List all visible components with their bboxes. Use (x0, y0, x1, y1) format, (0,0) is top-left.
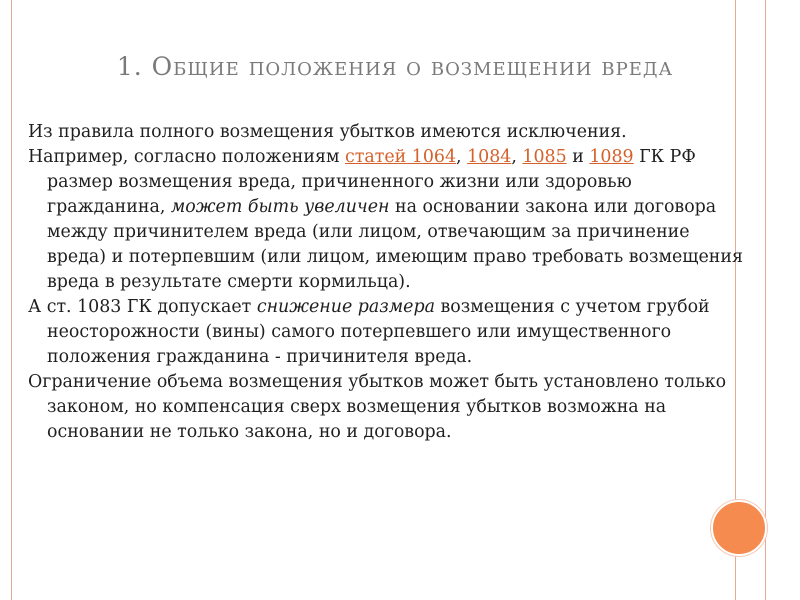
slide-body (28, 120, 753, 445)
paragraph-reduction: А ст. 1083 ГК допускает снижение размера возмещения с учетом грубой неосторожности (вины) самого потерпевшего или имущественного положения гражданина - причинителя вреда. (28, 297, 710, 367)
link-article-1064[interactable]: статей 1064 (345, 147, 457, 167)
paragraph-exceptions: Из правила полного возмещения убытков имеются исключения. (28, 122, 627, 142)
slide-title: 1. Общие положения о возмещении вреда (116, 52, 674, 81)
link-article-1089[interactable]: 1089 (589, 147, 634, 167)
paragraph-limitation: Ограничение объема возмещения убытков может быть установлено только законом, но компенсация сверх возмещения убытков возможна на основании не только закона, но и договора. (28, 372, 727, 442)
decorative-circle-icon (711, 500, 767, 556)
emphasis-reduction: снижение размера (256, 297, 435, 317)
link-article-1084[interactable]: 1084 (467, 147, 512, 167)
right-margin (767, 0, 800, 600)
emphasis-increase: может быть увеличен (170, 197, 390, 217)
link-article-1085[interactable]: 1085 (522, 147, 567, 167)
paragraph-example: Например, согласно положениям статей 1064, 1084, 1085 и 1089 ГК РФ размер возмещения вреда, причиненного жизни или здоровью гражданина, может быть увеличен на основании закона или договора между причинителем вреда (или лицом, отвечающим за причинение вреда) и потерпевшим (или лицом, имеющим право требовать возмещения вреда в результате смерти кормильца). (28, 147, 743, 292)
